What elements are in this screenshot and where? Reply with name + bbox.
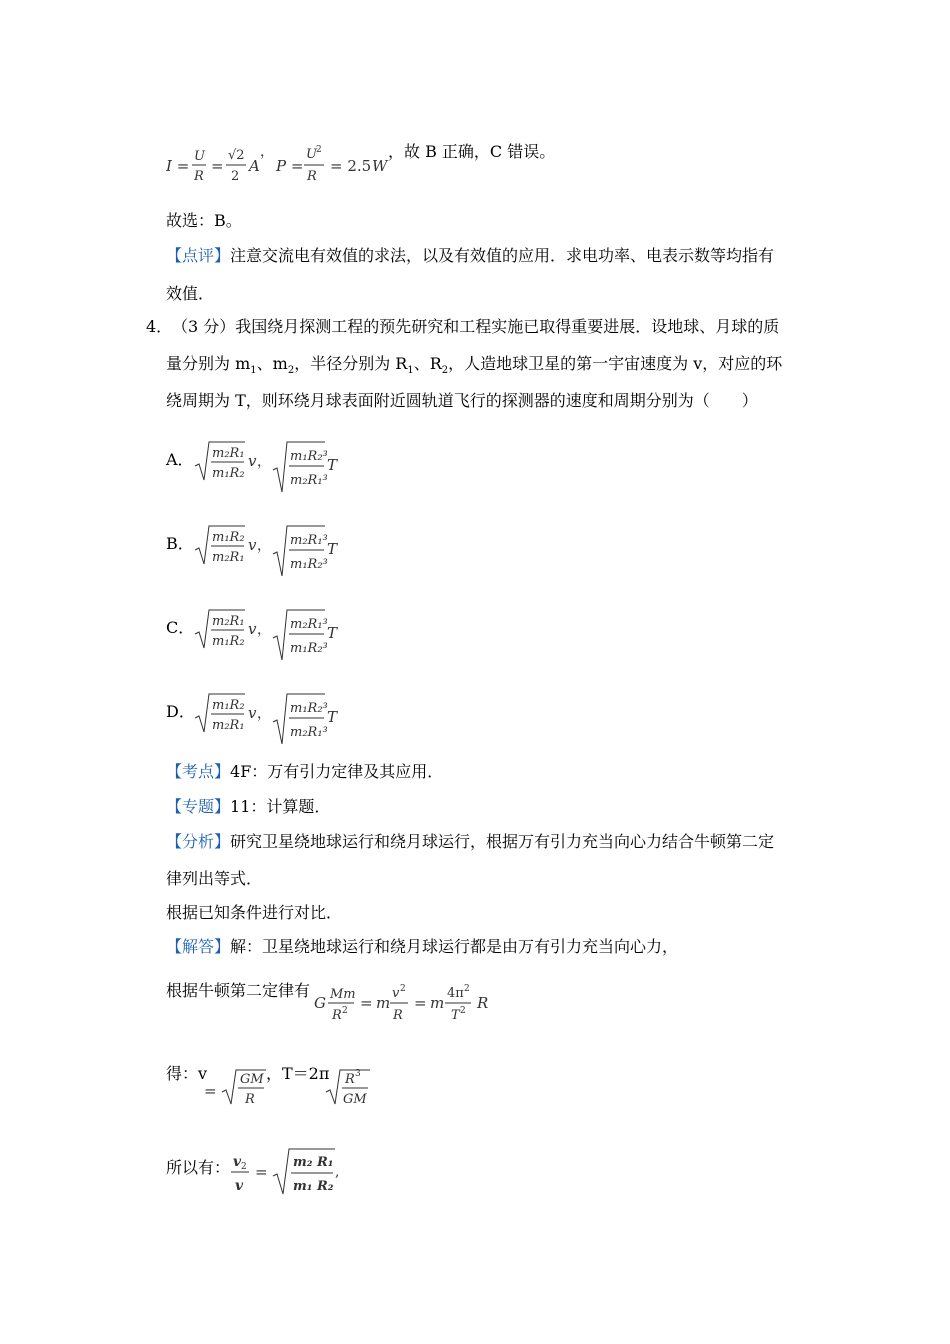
svg-text:v: v [248, 452, 257, 470]
svg-text:T: T [327, 456, 338, 474]
period-formula [324, 1066, 374, 1114]
svg-text:3: 3 [355, 1069, 361, 1079]
svg-text:v: v [248, 704, 257, 722]
svg-text:I =: I = [166, 157, 190, 175]
comment-tag: 【点评】 [166, 246, 231, 265]
t-numerator: m₁R₂³ [290, 701, 328, 716]
svg-text:P =: P = [276, 157, 304, 175]
fenxi-line-2: 律列出等式． [166, 869, 263, 888]
svg-text:=: = [211, 157, 224, 175]
option-formula [193, 438, 343, 498]
svg-text:T: T [451, 1008, 460, 1023]
svg-text:，: ， [257, 622, 271, 638]
period-text: ，T＝2π [266, 1064, 330, 1083]
t-denominator: m₁R₂³ [290, 557, 328, 572]
option-formula [193, 522, 343, 582]
svg-text:R: R [307, 169, 317, 184]
svg-text:√2: √2 [228, 148, 245, 163]
t-denominator: m₂R₁³ [290, 473, 328, 488]
svg-text:=: = [204, 1082, 217, 1100]
svg-text:v: v [248, 536, 257, 554]
svg-text:v: v [235, 1178, 244, 1194]
svg-text:4π: 4π [447, 986, 464, 1001]
svg-text:T: T [327, 540, 338, 558]
kaodian-line [166, 762, 443, 782]
zhuanti-text: 11：计算题． [230, 797, 331, 816]
svg-text:=: = [360, 994, 373, 1012]
comment-line-2: 效值． [166, 284, 215, 303]
option-formula [193, 606, 343, 666]
v-numerator: m₂R₁ [212, 446, 245, 461]
svg-text:R: R [393, 1008, 403, 1023]
option-label: A． [166, 450, 194, 469]
v-denominator: m₁R₂ [212, 634, 245, 649]
v-numerator: m₂R₁ [212, 614, 245, 629]
svg-text:2: 2 [464, 984, 470, 994]
v-denominator: m₁R₂ [212, 466, 245, 481]
jieda-line [166, 937, 678, 957]
v-denominator: m₂R₁ [212, 550, 245, 565]
question-line-3: 绕周期为 T，则环绕月球表面附近圆轨道飞行的探测器的速度和周期分别为（ ） [166, 391, 758, 410]
t-numerator: m₁R₂³ [290, 449, 328, 464]
svg-text:T: T [327, 708, 338, 726]
option-b[interactable] [166, 522, 366, 582]
option-label: D． [166, 702, 195, 721]
svg-text:W: W [372, 157, 388, 175]
svg-text:T: T [327, 624, 338, 642]
svg-text:2: 2 [316, 145, 322, 155]
final-prefix: 所以有： [166, 1158, 231, 1177]
svg-text:，: ， [257, 538, 271, 554]
result-prefix: 得：v [166, 1064, 208, 1083]
svg-text:2: 2 [342, 1006, 348, 1016]
choice-text: 故选：B。 [166, 211, 242, 230]
t-numerator: m₂R₁³ [290, 617, 328, 632]
svg-text:v: v [248, 620, 257, 638]
svg-text:m: m [430, 994, 445, 1012]
t-denominator: m₁R₂³ [290, 641, 328, 656]
option-a[interactable] [166, 438, 366, 498]
svg-text:2: 2 [241, 1162, 247, 1172]
newton-text: 根据牛顿第二定律有 [166, 981, 311, 1000]
svg-text:R: R [245, 1092, 255, 1107]
svg-text:v: v [392, 986, 400, 1001]
comment-text-1: 注意交流电有效值的求法，以及有效值的应用．求电功率、电表示数等均指有 [230, 246, 775, 265]
svg-text:R: R [332, 1008, 342, 1023]
option-c[interactable] [166, 606, 366, 666]
option-d[interactable] [166, 690, 366, 750]
option-formula [193, 690, 343, 750]
svg-text:Mm: Mm [330, 987, 356, 1002]
svg-text:U: U [306, 147, 317, 162]
fenxi-text-1: 研究卫星绕地球运行和绕月球运行，根据万有引力充当向心力结合牛顿第二定 [230, 832, 775, 851]
svg-text:= 2.5: = 2.5 [330, 157, 372, 175]
svg-text:m: m [376, 994, 391, 1012]
svg-text:，: ， [260, 144, 274, 160]
newton-formula [314, 982, 514, 1030]
v-numerator: m₁R₂ [212, 530, 245, 545]
svg-text:v: v [233, 1154, 242, 1170]
svg-text:,: , [335, 1164, 340, 1180]
svg-text:=: = [414, 994, 427, 1012]
t-denominator: m₂R₁³ [290, 725, 328, 740]
comment-line-1 [166, 246, 774, 266]
svg-text:R: R [477, 994, 489, 1012]
zhuanti-line [166, 797, 330, 817]
conclusion-text: ，故 B 正确，C 错误。 [388, 142, 556, 161]
t-numerator: m₂R₁³ [290, 533, 328, 548]
jieda-text: 解：卫星绕地球运行和绕月球运行都是由万有引力充当向心力， [230, 937, 679, 956]
question-number: 4． [146, 317, 173, 336]
v-denominator: m₂R₁ [212, 718, 245, 733]
svg-text:m₂ R₁: m₂ R₁ [293, 1155, 334, 1170]
svg-text:R: R [194, 169, 204, 184]
question-line-2: 量分别为 $m_1$、$m_2$，半径分别为 $R_1$、$R_2$，人造地球卫星的第一宇宙速度为 v，对应的环 [166, 354, 783, 377]
zhuanti-tag: 【专题】 [166, 797, 231, 816]
svg-text:U: U [194, 149, 205, 164]
fenxi-tag: 【分析】 [166, 832, 231, 851]
svg-text:，: ， [257, 706, 271, 722]
velocity-formula [204, 1066, 268, 1114]
svg-text:2: 2 [400, 984, 406, 994]
svg-text:A: A [249, 157, 260, 175]
ratio-formula [231, 1146, 351, 1202]
jieda-tag: 【解答】 [166, 937, 231, 956]
option-label: B． [166, 534, 194, 553]
kaodian-tag: 【考点】 [166, 762, 231, 781]
svg-text:GM: GM [240, 1072, 264, 1087]
svg-text:2: 2 [460, 1006, 466, 1016]
fenxi-line-3: 根据已知条件进行对比． [166, 903, 343, 922]
option-label: C． [166, 618, 195, 637]
v-numerator: m₁R₂ [212, 698, 245, 713]
svg-text:m₁ R₂: m₁ R₂ [293, 1179, 334, 1194]
svg-text:2: 2 [231, 169, 240, 184]
kaodian-text: 4F：万有引力定律及其应用． [230, 762, 444, 781]
svg-text:GM: GM [343, 1092, 367, 1107]
question-line-1: （3 分）我国绕月探测工程的预先研究和工程实施已取得重要进展．设地球、月球的质 [172, 317, 780, 336]
svg-text:，: ， [257, 454, 271, 470]
svg-text:=: = [255, 1163, 268, 1181]
svg-text:R: R [345, 1072, 355, 1087]
fenxi-line-1 [166, 832, 774, 852]
svg-text:G: G [314, 994, 326, 1012]
